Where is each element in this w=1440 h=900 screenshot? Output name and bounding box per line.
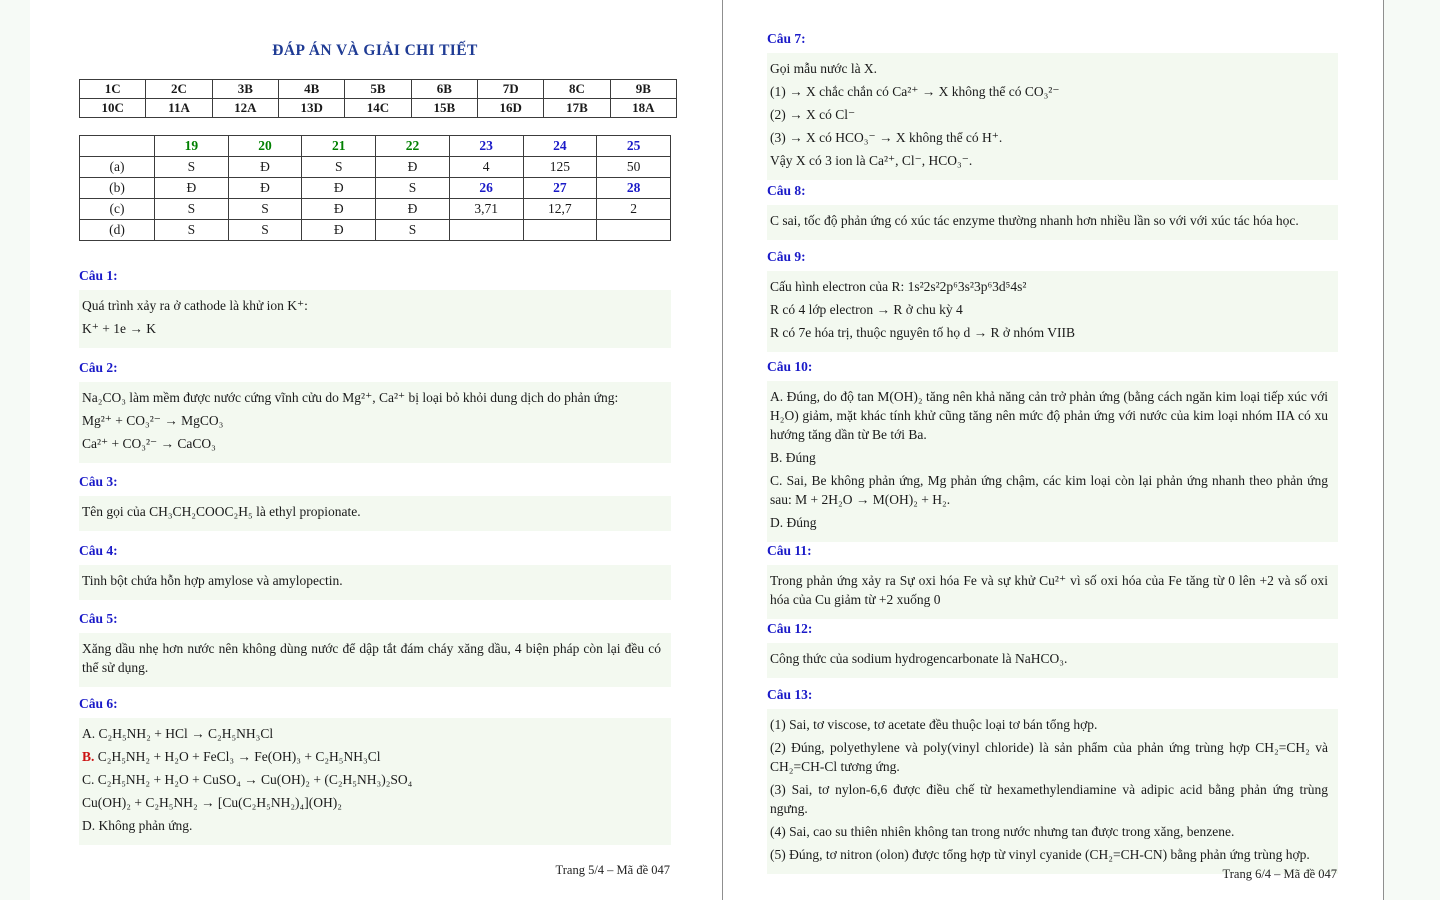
answer-cell: 2C (146, 80, 212, 99)
solution-line: (2) Đúng, polyethylene và poly(vinyl chloride) là sản phẩm của phản ứng trùng hợp CH₂=CH₂ và CH₂=CH-Cl tương ứng. (770, 740, 1328, 774)
detail-cell: Đ (302, 199, 376, 220)
answer-cell: 13D (278, 99, 344, 118)
question-section (767, 542, 1338, 619)
solution-line: C. C₂H₅NH₂ + H₂O + CuSO₄ → Cu(OH)₂ + (C₂H₅NH₃)₂SO₄ (82, 772, 413, 787)
document-page-right (723, 0, 1383, 900)
solution-line: Tên gọi của CH₃CH₂COOC₂H₅ là ethyl propionate. (82, 504, 361, 519)
question-section (79, 359, 671, 463)
detail-cell: 12,7 (523, 199, 597, 220)
detail-header-cell (80, 136, 155, 157)
detail-cell: Đ (376, 199, 450, 220)
solution-line: K⁺ + 1e → K (82, 321, 156, 336)
document-page-left (30, 0, 722, 900)
solution-content (79, 718, 671, 845)
detail-row-label: (b) (80, 178, 155, 199)
answer-cell: 16D (477, 99, 543, 118)
page-title: ĐÁP ÁN VÀ GIẢI CHI TIẾT (272, 42, 478, 59)
question-section (79, 267, 671, 348)
detail-cell: Đ (228, 178, 302, 199)
detail-cell: 27 (523, 178, 597, 199)
question-heading: Câu 4: (79, 543, 118, 558)
solution-line: C sai, tốc độ phản ứng có xúc tác enzyme thường nhanh hơn nhiều lần so với với xúc tác hóa học. (770, 213, 1299, 228)
solution-line: Xăng dầu nhẹ hơn nước nên không dùng nước để dập tắt đám cháy xăng dầu, 4 biện pháp còn lại đều có thể sử dụng. (82, 641, 661, 675)
solution-line: (5) Đúng, tơ nitron (olon) được tổng hợp từ vinyl cyanide (CH₂=CH-CN) bằng phản ứng trùng hợp. (770, 847, 1310, 862)
question-heading: Câu 1: (79, 268, 118, 283)
solution-line: R có 7e hóa trị, thuộc nguyên tố họ d → R ở nhóm VIIB (770, 325, 1075, 340)
question-section (79, 473, 671, 531)
correct-answer-label: B. (82, 749, 95, 764)
solution-line: (4) Sai, cao su thiên nhiên không tan trong nước nhưng tan được trong xăng, benzene. (770, 824, 1235, 839)
detail-cell (597, 220, 671, 241)
solution-line: A. C₂H₅NH₂ + HCl → C₂H₅NH₃Cl (82, 726, 274, 741)
detail-cell: S (155, 220, 229, 241)
question-section (767, 182, 1338, 240)
solution-line: Quá trình xảy ra ở cathode là khử ion K⁺: (82, 298, 308, 313)
detail-cell: Đ (302, 178, 376, 199)
solution-line: Na₂CO₃ làm mềm được nước cứng vĩnh cửu do Mg²⁺, Ca²⁺ bị loại bỏ khỏi dung dịch do phản ứng: (82, 390, 619, 405)
detail-cell: S (302, 157, 376, 178)
solution-line: R có 4 lớp electron → R ở chu kỳ 4 (770, 302, 963, 317)
question-heading: Câu 5: (79, 611, 118, 626)
solution-content (767, 53, 1338, 180)
detail-cell: Đ (302, 220, 376, 241)
solution-content (79, 633, 671, 687)
left-margin-strip (0, 0, 30, 900)
detail-cell: Đ (228, 157, 302, 178)
solution-line: Cấu hình electron của R: 1s²2s²2p⁶3s²3p⁶3d⁵4s² (770, 279, 1027, 294)
detail-cell: 4 (449, 157, 523, 178)
true-false-detail-table (79, 135, 671, 241)
answer-cell: 6B (411, 80, 477, 99)
question-section (767, 620, 1338, 678)
solution-line: Tinh bột chứa hỗn hợp amylose và amylopectin. (82, 573, 343, 588)
detail-cell: S (376, 220, 450, 241)
question-section (767, 30, 1338, 180)
answer-cell: 8C (544, 80, 610, 99)
detail-header-cell: 20 (228, 136, 302, 157)
solution-line: (3) Sai, tơ nylon-6,6 được điều chế từ hexamethylendiamine và adipic acid bằng phản ứng trùng ngưng. (770, 782, 1328, 816)
detail-cell: 3,71 (449, 199, 523, 220)
page-left-content-column (79, 42, 671, 845)
detail-row-label: (c) (80, 199, 155, 220)
solution-content (79, 496, 671, 531)
question-heading: Câu 13: (767, 687, 813, 702)
solution-content (79, 290, 671, 348)
detail-cell: 2 (597, 199, 671, 220)
solution-line: B. C₂H₅NH₂ + H₂O + FeCl₃ → Fe(OH)₃ + C₂H₅NH₃Cl (82, 749, 381, 764)
answer-key-row (80, 80, 677, 99)
question-section (79, 695, 671, 845)
right-margin-strip (1384, 0, 1440, 900)
answer-cell: 3B (212, 80, 278, 99)
solutions-left (79, 267, 671, 845)
detail-cell (449, 220, 523, 241)
question-heading: Câu 8: (767, 183, 806, 198)
question-heading: Câu 11: (767, 543, 812, 558)
solution-line: (2) → X có Cl⁻ (770, 107, 856, 122)
solution-line: Vậy X có 3 ion là Ca²⁺, Cl⁻, HCO₃⁻. (770, 153, 973, 168)
question-section (79, 542, 671, 600)
solution-content (767, 709, 1338, 874)
detail-header-cell: 19 (155, 136, 229, 157)
detail-cell: S (376, 178, 450, 199)
solution-line: D. Không phản ứng. (82, 818, 193, 833)
answer-cell: 7D (477, 80, 543, 99)
solution-line: Ca²⁺ + CO₃²⁻ → CaCO₃ (82, 436, 216, 451)
solution-content (79, 565, 671, 600)
page-right-content-column (767, 0, 1338, 874)
solution-content (767, 381, 1338, 542)
detail-cell: S (228, 199, 302, 220)
solution-content (79, 382, 671, 463)
answer-key-table (79, 79, 677, 118)
question-heading: Câu 3: (79, 474, 118, 489)
solution-line: Công thức của sodium hydrogencarbonate là NaHCO₃. (770, 651, 1068, 666)
detail-row-label: (d) (80, 220, 155, 241)
answer-cell: 9B (610, 80, 676, 99)
page-footer-left: Trang 5/4 – Mã đề 047 (555, 863, 670, 877)
answer-cell: 15B (411, 99, 477, 118)
solution-line: D. Đúng (770, 515, 817, 530)
detail-row (80, 178, 671, 199)
solution-line: Gọi mẫu nước là X. (770, 61, 878, 76)
question-heading: Câu 10: (767, 359, 813, 374)
solution-line: (1) Sai, tơ viscose, tơ acetate đều thuộc loại tơ bán tổng hợp. (770, 717, 1098, 732)
solution-line: (3) → X có HCO₃⁻ → X không thể có H⁺. (770, 130, 1003, 145)
detail-row (80, 199, 671, 220)
solution-line: A. Đúng, do độ tan M(OH)₂ tăng nên khả năng cản trở phản ứng (bằng cách ngăn kim loại tiếp xúc với H₂O) giảm, mặt khác tính khử cũng tăng nên mức độ phản ứng với nước của kim loại nhóm IIA có xu hướng tăng dần từ Be tới Ba. (770, 389, 1328, 442)
detail-cell: S (228, 220, 302, 241)
detail-header-cell: 23 (449, 136, 523, 157)
solution-line: C. Sai, Be không phản ứng, Mg phản ứng chậm, các kim loại còn lại phản ứng nhanh theo phản ứng sau: M + 2H₂O → M(OH)₂ + H₂. (770, 473, 1328, 507)
question-heading: Câu 12: (767, 621, 813, 636)
page-footer-right: Trang 6/4 – Mã đề 047 (1222, 867, 1337, 881)
answer-key-row (80, 99, 677, 118)
question-heading: Câu 6: (79, 696, 118, 711)
detail-cell: 50 (597, 157, 671, 178)
detail-row (80, 220, 671, 241)
question-section (79, 610, 671, 687)
detail-cell: 28 (597, 178, 671, 199)
detail-cell (523, 220, 597, 241)
answer-cell: 10C (80, 99, 146, 118)
detail-row-label: (a) (80, 157, 155, 178)
answer-cell: 17B (544, 99, 610, 118)
question-section (767, 358, 1338, 542)
solution-content (767, 271, 1338, 352)
question-heading: Câu 7: (767, 31, 806, 46)
detail-header-cell: 21 (302, 136, 376, 157)
detail-header-row (80, 136, 671, 157)
solution-line: B. Đúng (770, 450, 816, 465)
answer-cell: 12A (212, 99, 278, 118)
answer-cell: 11A (146, 99, 212, 118)
solution-line: Mg²⁺ + CO₃²⁻ → MgCO₃ (82, 413, 224, 428)
question-heading: Câu 2: (79, 360, 118, 375)
solution-content (767, 643, 1338, 678)
answer-cell: 4B (278, 80, 344, 99)
answer-cell: 1C (80, 80, 146, 99)
detail-cell: Đ (155, 178, 229, 199)
detail-cell: Đ (376, 157, 450, 178)
detail-header-cell: 25 (597, 136, 671, 157)
answer-cell: 5B (345, 80, 411, 99)
detail-row (80, 157, 671, 178)
solutions-right (767, 30, 1338, 874)
solution-content (767, 565, 1338, 619)
solution-line: Trong phản ứng xảy ra Sự oxi hóa Fe và sự khử Cu²⁺ vì số oxi hóa của Fe tăng từ 0 lên +2 và số oxi hóa của Cu giảm từ +2 xuống 0 (770, 573, 1328, 607)
detail-header-cell: 22 (376, 136, 450, 157)
question-section (767, 686, 1338, 874)
solution-line: (1) → X chắc chắn có Ca²⁺ → X không thể có CO₃²⁻ (770, 84, 1060, 99)
question-heading: Câu 9: (767, 249, 806, 264)
detail-cell: S (155, 157, 229, 178)
detail-header-cell: 24 (523, 136, 597, 157)
answer-cell: 14C (345, 99, 411, 118)
solution-line: Cu(OH)₂ + C₂H₅NH₂ → [Cu(C₂H₅NH₂)₄](OH)₂ (82, 795, 342, 810)
solution-content (767, 205, 1338, 240)
detail-cell: 125 (523, 157, 597, 178)
detail-cell: 26 (449, 178, 523, 199)
detail-cell: S (155, 199, 229, 220)
question-section (767, 248, 1338, 352)
answer-cell: 18A (610, 99, 676, 118)
